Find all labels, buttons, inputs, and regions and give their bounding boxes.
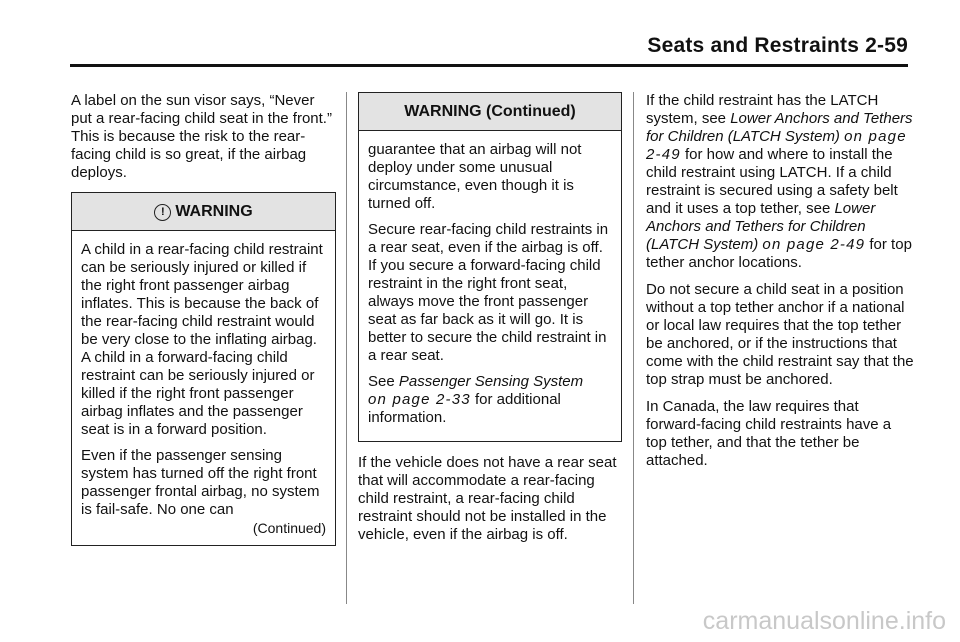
warning-paragraph: A child in a rear-facing child restraint can be seriously injured or killed if the right front passenger airbag inflates. This is because the back of the rear-facing child restraint would be very close to the inflating airbag. A child in a forward-facing child restraint can be seriously injured or killed if the right front passenger airbag inflates and the passenger seat is in a forward position.	[81, 241, 323, 438]
continued-label: (Continued)	[252, 520, 326, 536]
watermark: carmanualsonline.info	[702, 607, 946, 635]
warning-paragraph: Even if the passenger sensing system has turned off the right front passenger frontal airbag, no system is fail-safe. No one can	[81, 447, 320, 518]
body-paragraph: If the vehicle does not have a rear seat that will accommodate a rear-facing child restraint, a rear-facing child restraint should not be installed in the vehicle, even if the airbag is off.	[358, 454, 617, 543]
body-paragraph: Do not secure a child seat in a position without a top tether anchor if a national or local law requires that the top tether be anchored, or if the instructions that come with the child restraint say that the top strap must be anchored.	[646, 281, 914, 388]
cross-reference-link[interactable]: Lower Anchors and Tethers for Children (LATCH System)	[646, 200, 876, 253]
cross-reference-link[interactable]: Lower Anchors and Tethers for Children (LATCH System)	[646, 110, 913, 145]
warning-body	[359, 131, 621, 441]
warning-title: WARNING	[175, 203, 253, 220]
body-paragraph: In Canada, the law requires that forward-facing child restraints have a top tether, and that the tether be attached.	[646, 398, 892, 469]
warning-box	[71, 192, 336, 546]
column-3	[646, 92, 916, 479]
text: If the child restraint has the LATCH system, see	[646, 92, 879, 127]
warning-heading: WARNING (Continued)	[359, 93, 621, 131]
column-2	[358, 92, 622, 553]
text: See	[368, 373, 399, 390]
page-reference[interactable]: on page 2-33	[368, 391, 471, 408]
column-divider	[633, 92, 634, 604]
page-header	[0, 0, 960, 66]
page-reference[interactable]: on page 2-49	[762, 236, 866, 253]
page-title: Seats and Restraints 2-59	[647, 34, 908, 57]
header-rule	[70, 64, 908, 67]
warning-box	[358, 92, 622, 442]
column-1	[71, 92, 336, 546]
page-reference[interactable]: on page 2-49	[646, 128, 907, 163]
text: for how and where to install the child restraint using LATCH. If a child restraint is secured using a safety belt and it uses a top tether, see	[646, 146, 898, 217]
warning-heading	[72, 193, 335, 231]
cross-reference-link[interactable]: Passenger Sensing System	[398, 373, 584, 390]
warning-circle-icon: !	[154, 204, 171, 221]
warning-paragraph	[368, 373, 612, 427]
column-divider	[346, 92, 347, 604]
warning-paragraph: guarantee that an airbag will not deploy under some unusual circumstance, even though it is turned off.	[368, 141, 582, 212]
text: for additional information.	[368, 391, 561, 426]
warning-body	[72, 231, 335, 545]
body-paragraph	[646, 92, 916, 272]
intro-paragraph: A label on the sun visor says, “Never put a rear-facing child seat in the front.” This is because the risk to the rear-facing child is so great, if the airbag deploys.	[71, 92, 332, 181]
text: for top tether anchor locations.	[646, 236, 912, 271]
warning-paragraph: Secure rear-facing child restraints in a rear seat, even if the airbag is off. If you secure a forward-facing child restraint in the right front seat, always move the front passenger seat as far back as it will go. It is better to secure the child restraint in a rear seat.	[368, 221, 609, 364]
